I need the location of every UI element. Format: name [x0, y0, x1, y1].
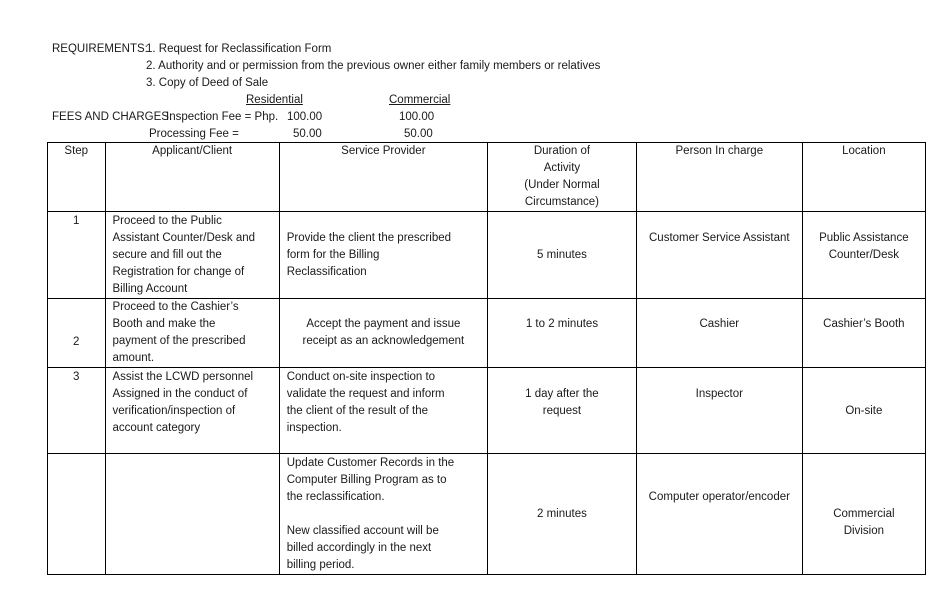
processing-fee-label: Processing Fee = — [149, 128, 239, 140]
requirement-item-1: 1. Request for Reclassification Form — [146, 43, 332, 55]
applicant-line: payment of the prescribed — [112, 335, 246, 347]
requirement-item-2: 2. Authority and or permission from the previous owner either family members or relatives — [146, 60, 601, 72]
duration-cell — [488, 454, 637, 575]
table-row — [48, 454, 926, 575]
processing-fee-commercial: 50.00 — [404, 128, 433, 140]
provider-line: billed accordingly in the next — [286, 542, 432, 554]
duration-line: 5 minutes — [537, 249, 587, 261]
header-location: Location — [802, 143, 925, 212]
provider-line: Computer Billing Program as to — [286, 474, 447, 486]
provider-line: billing period. — [286, 559, 355, 571]
provider-line: Update Customer Records in the — [286, 457, 455, 469]
location-cell — [802, 299, 925, 368]
provider-line: the reclassification. — [286, 491, 385, 503]
applicant-line: account category — [112, 422, 201, 434]
fees-residential-header: Residential — [246, 94, 303, 106]
applicant-line: Proceed to the Cashier’s — [112, 301, 239, 313]
requirements-label: REQUIREMENTS: — [52, 43, 148, 55]
step-number: 3 — [48, 368, 106, 454]
applicant-line: Booth and make the — [112, 318, 216, 330]
fees-label: FEES AND CHARGES: — [52, 111, 173, 123]
fees-commercial-header: Commercial — [389, 94, 451, 106]
applicant-line: amount. — [112, 352, 155, 364]
header-service-provider: Service Provider — [279, 143, 487, 212]
applicant-cell — [105, 212, 279, 299]
duration-line: request — [542, 405, 582, 417]
service-provider-cell — [279, 299, 487, 368]
person-in-charge-cell: Computer operator/encoder — [636, 454, 802, 575]
duration-cell — [488, 212, 637, 299]
provider-line: Conduct on-site inspection to — [286, 371, 436, 383]
service-provider-cell — [279, 212, 487, 299]
location-cell — [802, 454, 925, 575]
applicant-line: Assist the LCWD personnel — [112, 371, 254, 383]
provider-line: receipt as an acknowledgement — [302, 335, 465, 347]
applicant-cell — [105, 299, 279, 368]
person-in-charge-cell: Inspector — [636, 368, 802, 454]
provider-line: validate the request and inform — [286, 388, 445, 400]
provider-line: Provide the client the prescribed — [286, 232, 452, 244]
provider-line: Accept the payment and issue — [306, 318, 461, 330]
provider-line: New classified account will be — [286, 525, 439, 537]
location-cell — [802, 368, 925, 454]
provider-line: Reclassification — [286, 266, 367, 278]
provider-line: form for the Billing — [286, 249, 380, 261]
person-in-charge-cell: Cashier — [636, 299, 802, 368]
header-duration-line-3: (Under Normal — [524, 179, 600, 191]
header-person-in-charge: Person In charge — [636, 143, 802, 212]
header-duration — [488, 143, 637, 212]
duration-cell — [488, 299, 637, 368]
table-header-row — [48, 143, 926, 212]
inspection-fee-label: Inspection Fee = Php. — [166, 111, 279, 123]
duration-line: 2 minutes — [537, 508, 587, 520]
step-number — [48, 454, 106, 575]
location-line: Public Assistance — [819, 232, 909, 244]
header-duration-line-4: Circumstance) — [524, 196, 600, 208]
step-number: 1 — [48, 212, 106, 299]
duration-cell — [488, 368, 637, 454]
inspection-fee-residential: 100.00 — [287, 111, 323, 123]
location-line: Cashier’s Booth — [823, 318, 905, 330]
service-provider-cell — [279, 454, 487, 575]
header-duration-line-2: Activity — [543, 162, 581, 174]
table-row — [48, 212, 926, 299]
location-line: On-site — [845, 405, 883, 417]
service-provider-cell — [279, 368, 487, 454]
duration-line: 1 to 2 minutes — [525, 318, 599, 330]
table-row — [48, 368, 926, 454]
applicant-line: Billing Account — [112, 283, 188, 295]
location-line: Division — [843, 525, 884, 537]
person-in-charge-cell: Customer Service Assistant — [636, 212, 802, 299]
applicant-line: verification/inspection of — [112, 405, 236, 417]
applicant-line: Assistant Counter/Desk and — [112, 232, 256, 244]
location-cell — [802, 212, 925, 299]
processing-fee-residential: 50.00 — [293, 128, 322, 140]
applicant-line: secure and fill out the — [112, 249, 222, 261]
applicant-line: Assigned in the conduct of — [112, 388, 248, 400]
inspection-fee-commercial: 100.00 — [399, 111, 435, 123]
location-line: Counter/Desk — [828, 249, 900, 261]
applicant-cell — [105, 368, 279, 454]
applicant-line: Proceed to the Public — [112, 215, 222, 227]
procedure-table — [47, 142, 926, 575]
applicant-line: Registration for change of — [112, 266, 245, 278]
requirement-item-3: 3. Copy of Deed of Sale — [146, 77, 269, 89]
provider-blank-line — [287, 506, 483, 523]
location-line: Commercial — [833, 508, 895, 520]
step-number: 2 — [48, 299, 106, 368]
duration-line: 1 day after the — [525, 388, 599, 400]
header-duration-line-1: Duration of — [533, 145, 591, 157]
provider-line: inspection. — [286, 422, 342, 434]
header-step: Step — [48, 143, 106, 212]
header-applicant: Applicant/Client — [105, 143, 279, 212]
provider-line: the client of the result of the — [286, 405, 428, 417]
table-row — [48, 299, 926, 368]
applicant-cell — [105, 454, 279, 575]
